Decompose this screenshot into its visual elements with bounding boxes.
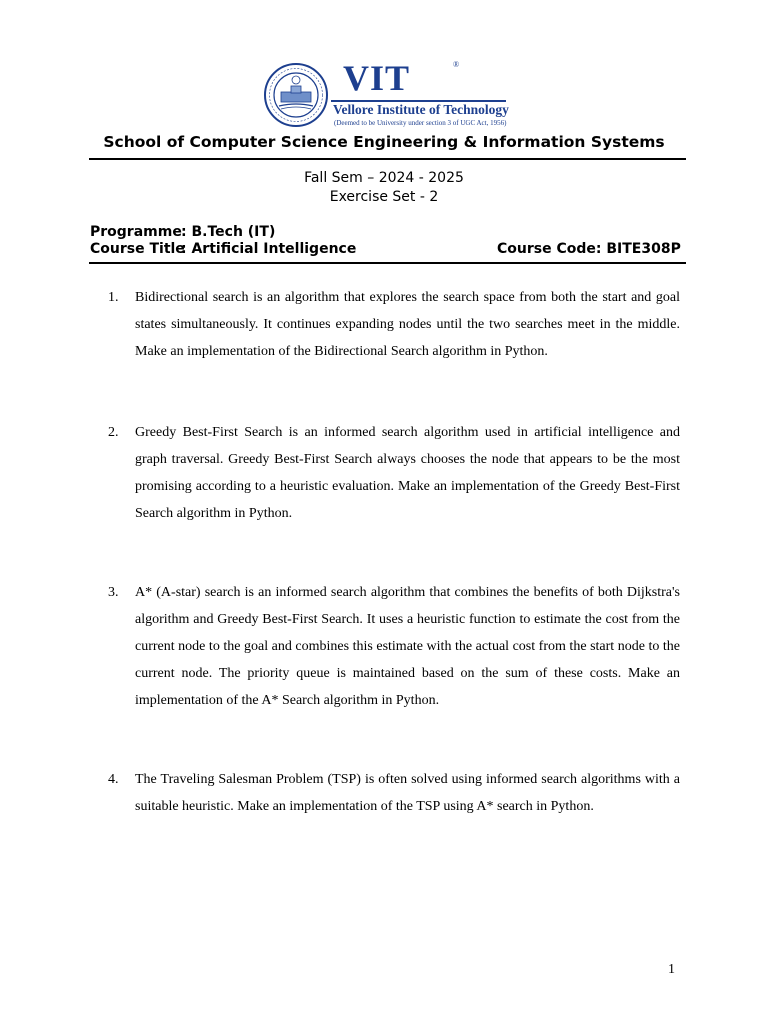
course-divider (89, 262, 686, 264)
semester: Fall Sem – 2024 - 2025 (304, 170, 464, 186)
school-title: School of Computer Science Engineering & Information Systems (103, 133, 665, 151)
institute-note: (Deemed to be University under section 3 of UGC Act, 1956) (334, 119, 507, 127)
question-number: 2. (108, 425, 119, 440)
programme-label: Programme (90, 224, 182, 240)
question-text: The Traveling Salesman Problem (TSP) is often solved using informed search algorithms with a suitable heuristic. Make an implementation of the TSP using A* search in Python. (135, 772, 680, 814)
question-number: 4. (108, 772, 119, 787)
question-text: Bidirectional search is an algorithm that explores the search space from both the start and goal states simultaneously. It continues expanding nodes until the two searches meet in the middle. Make an implementation of the Bidirectional Search algorithm in Python. (135, 290, 680, 359)
question-number: 1. (108, 290, 119, 305)
question-text: Greedy Best-First Search is an informed search algorithm used in artificial intelligence and graph traversal. Greedy Best-First Search always chooses the node that appears to be the most promising according to a heuristic evaluation. Make an implementation of the Greedy Best-First Search algorithm in Python. (135, 425, 680, 521)
question-2 (108, 419, 680, 527)
vit-seal-icon (263, 62, 329, 128)
question-4 (108, 766, 680, 820)
registered-mark: ® (453, 60, 460, 69)
header-divider (89, 158, 686, 160)
logo-wordmark: VIT (343, 58, 411, 98)
exercise-set-title: Exercise Set - 2 (329, 189, 439, 205)
question-1 (108, 284, 680, 365)
question-number: 3. (108, 585, 119, 600)
course-code: Course Code: BITE308P (497, 241, 681, 257)
course-title-label: Course Title (90, 241, 185, 257)
programme-value: : B.Tech (IT) (181, 224, 276, 240)
page-number: 1 (668, 962, 675, 977)
course-title-value: : Artificial Intelligence (181, 241, 357, 257)
institute-name: Vellore Institute of Technology (333, 102, 509, 117)
question-text: A* (A-star) search is an informed search algorithm that combines the benefits of both Dijkstra's algorithm and Greedy Best-First Search. It uses a heuristic function to estimate the cost from the current node to the goal and combines this estimate with the actual cost from the start node to the current node. The priority queue is maintained based on the sum of these costs. Make an implementation of the A* Search algorithm in Python. (135, 585, 680, 708)
vit-logo (263, 58, 523, 132)
question-3 (108, 579, 680, 714)
